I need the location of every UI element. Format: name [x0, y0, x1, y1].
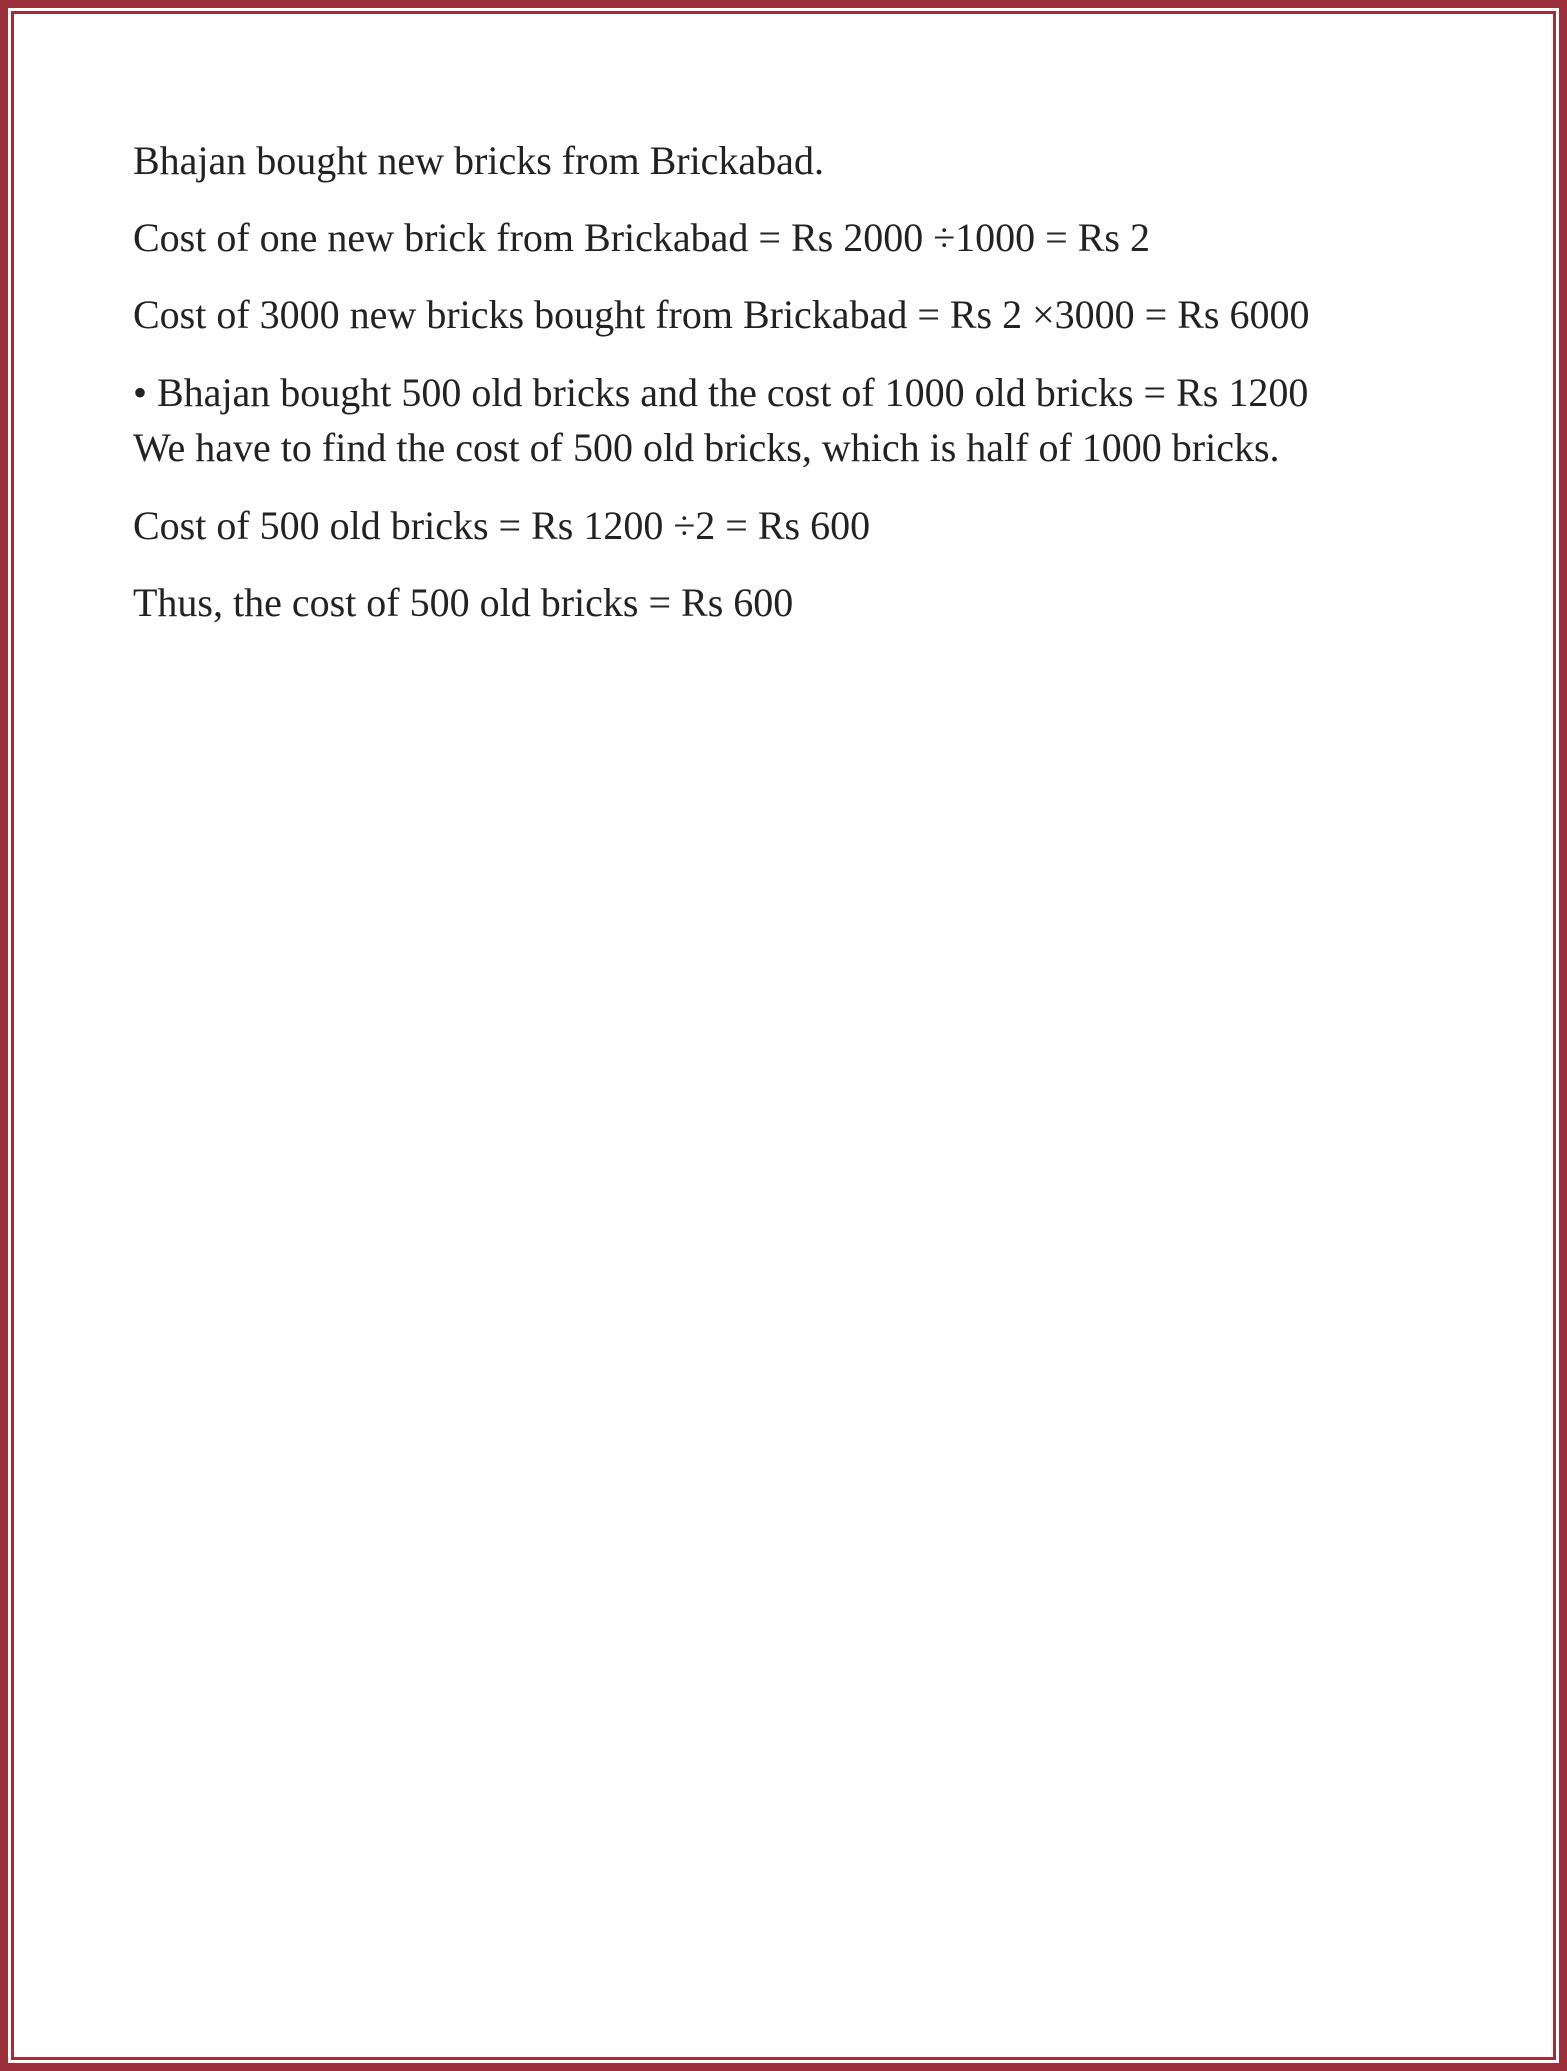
text-line: Bhajan bought new bricks from Brickabad.	[133, 138, 824, 183]
text-line: Cost of 3000 new bricks bought from Brickabad = Rs 2 ×3000 = Rs 6000	[133, 292, 1310, 337]
text-line: We have to find the cost of 500 old bricks, which is half of 1000 bricks.	[133, 425, 1280, 470]
text-line: Cost of 500 old bricks = Rs 1200 ÷2 = Rs 600	[133, 503, 871, 548]
text-line: • Bhajan bought 500 old bricks and the cost of 1000 old bricks = Rs 1200	[133, 370, 1309, 415]
text-line: Thus, the cost of 500 old bricks = Rs 600	[133, 580, 794, 625]
text-line: Cost of one new brick from Brickabad = Rs 2000 ÷1000 = Rs 2	[133, 215, 1150, 260]
